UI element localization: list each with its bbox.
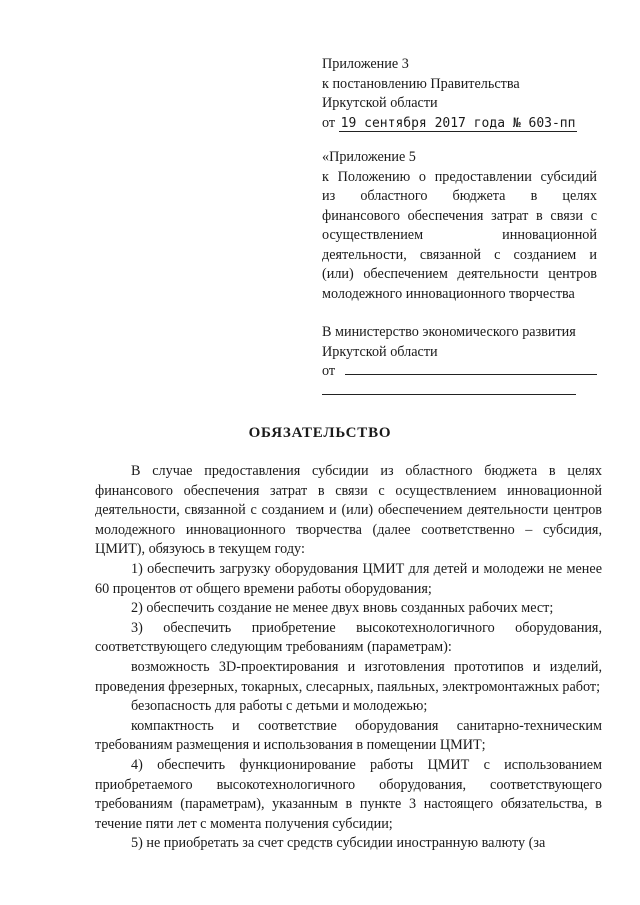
from-prefix: от xyxy=(322,363,336,379)
document-title: ОБЯЗАТЕЛЬСТВО xyxy=(248,425,392,441)
from-blank-line[interactable] xyxy=(345,362,597,375)
addressee-region: Иркутской области xyxy=(322,343,438,360)
body-paragraph: 5) не приобретать за счет средств субсидии иностранную валюту (за xyxy=(131,835,546,852)
appendix-5-line: к Положению о предоставлении субсидий xyxy=(322,168,597,185)
appendix-5-line: финансового обеспечения затрат в связи с xyxy=(322,207,597,224)
body-paragraph: 3) обеспечить приобретение высокотехнологичного оборудования, соответствующего следующим требованиям (параметрам): xyxy=(95,619,602,656)
appendix-3-decree: к постановлению Правительства xyxy=(322,75,520,92)
body-paragraph: безопасность для работы с детьми и молодежью; xyxy=(131,698,428,715)
appendix-5-line: (или) обеспечением деятельности центров xyxy=(322,266,597,282)
appendix-5-line: деятельности, связанной с созданием и xyxy=(322,246,597,263)
appendix-5-line: «Приложение 5 xyxy=(322,149,416,165)
appendix-5-line: из областного бюджета в целях xyxy=(322,188,597,204)
body-paragraph: В случае предоставления субсидии из областного бюджета в целях финансового обеспечения затрат в связи с осуществлением инновационной деятельности, связанной с созданием и (или) обеспечением деятельности центров молодежного инновационного творчества (далее соответственно – субсидия, ЦМИТ), обязуюсь в текущем году: xyxy=(95,463,602,558)
decree-date-number: 19 сентября 2017 года № 603-пп xyxy=(340,115,576,131)
body-paragraph: 1) обеспечить загрузку оборудования ЦМИТ для детей и молодежи не менее 60 процентов от общего времени работы оборудования; xyxy=(95,560,602,597)
addressee-block xyxy=(322,323,597,401)
appendix-3-date-line xyxy=(322,114,597,134)
body-paragraph: 4) обеспечить функционирование работы ЦМИТ с использованием приобретаемого высокотехнологичного оборудования, соответствующего требованиям (параметрам), указанным в пункте 3 настоящего обязательства, в течение пяти лет с момента получения субсидии; xyxy=(95,756,602,832)
appendix-5-header xyxy=(322,148,597,304)
date-prefix: от xyxy=(322,114,336,131)
body-paragraph: возможность 3D-проектирования и изготовления прототипов и изделий, проведения фрезерных, токарных, слесарных, паяльных, электромонтажных работ; xyxy=(95,658,602,695)
obligation-body xyxy=(95,462,602,854)
body-paragraph: 2) обеспечить создание не менее двух вновь созданных рабочих мест; xyxy=(131,600,554,617)
appendix-3-header xyxy=(322,55,597,133)
appendix-5-line: молодежного инновационного творчества xyxy=(322,285,575,302)
appendix-3-label: Приложение 3 xyxy=(322,56,409,72)
addressee-from-line xyxy=(322,362,597,382)
from-blank-line-2[interactable] xyxy=(322,382,576,395)
addressee-second-line xyxy=(322,382,597,402)
body-paragraph: компактность и соответствие оборудования санитарно-техническим требованиям размещения и использования в помещении ЦМИТ; xyxy=(95,717,602,754)
appendix-3-region: Иркутской области xyxy=(322,95,438,111)
appendix-5-line: осуществлением инновационной xyxy=(322,227,597,243)
addressee-ministry: В министерство экономического развития xyxy=(322,324,576,340)
